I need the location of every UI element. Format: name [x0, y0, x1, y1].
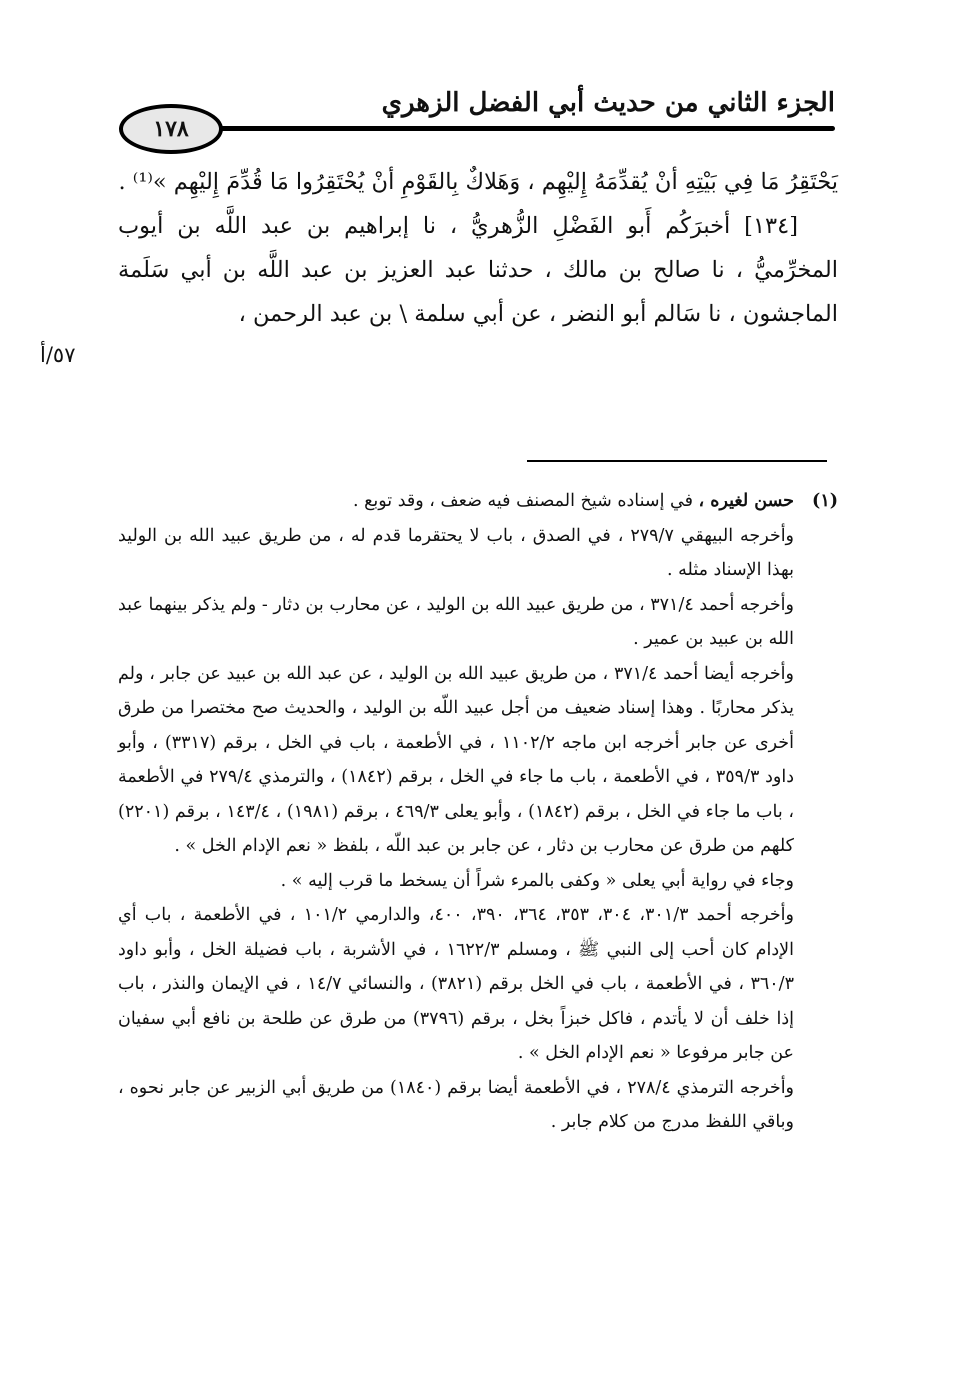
footnotes — [118, 484, 838, 1140]
footnote-paragraph-5: وأخرجه أحمد ٣٠١/٣، ٣٠٤، ٣٥٣، ٣٦٤، ٣٩٠، ٤٠٠، والدارمي ١٠١/٢ ، في الأطعمة ، باب أي الإدام كان أحب إلى النبي ﷺ ، ومسلم ١٦٢٢/٣ ، في الأشربة ، باب فضيلة الخل ، وأبو داود ٣٦٠/٣ ، في الأطعمة ، باب في الخل برقم (٣٨٢١) ، والنسائي ١٤/٧ ، في الإيمان والنذر ، باب إذا خلف أن لا يأتدم ، فاكل خبزاً بخل ، برقم (٣٧٩٦) من طرق عن طلحة بن نافع أبي سفيان عن جابر مرفوعا « نعم الإدام الخل » . — [118, 905, 795, 1063]
footnote-heading — [118, 484, 838, 519]
folio-margin-note: ٥٧/أ — [40, 343, 76, 367]
footnote-marker: (١) — [812, 491, 838, 511]
footnote-separator — [527, 460, 827, 462]
footnote-paragraph-2: وأخرجه أحمد ٣٧١/٤ ، من طريق عبيد الله بن الوليد ، عن محارب بن دثار - ولم يذكر بينهما عبد الله بن عبيد بن عمير . — [118, 594, 794, 649]
footnote-paragraph-3: وأخرجه أيضا أحمد ٣٧١/٤ ، من طريق عبيد الله بن الوليد ، عن عبد الله بن عبيد عن جابر ، ولم يذكر محاربًا . وهذا إسناد ضعيف من أجل عبيد اللّه بن الوليد ، والحديث صح مختصرا من طرق أخرى عن جابر أخرجه ابن ماجه ١١٠٢/٢ ، في الأطعمة ، باب في الخل ، برقم (٣٣١٧) ، وأبو داود ٣٥٩/٣ ، في الأطعمة ، باب ما جاء في الخل ، برقم (١٨٤٢) ، والترمذي ٢٧٩/٤ في الأطعمة ، باب ما جاء في الخل ، برقم (١٨٤٢) ، وأبو يعلى ٤٦٩/٣ ، برقم (١٩٨١) ، ١٤٣/٤ ، برقم (٢٢٠١) كلهم من طرق عن محارب بن دثار ، عن جابر بن عبد اللّه ، بلفظ « نعم الإدام الخل » . — [118, 663, 795, 856]
main-paragraph-2: [١٣٤] أخبرَكُم أَبو الفَضْلِ الزُّهريُّ ، نا إبراهيم بن عبد اللَّه بن أيوب المخرِّميُّ ، نا صالح بن مالك ، حدثنا عبد العزيز بن عبد اللَّه بن أبي سَلَمة الماجشون ، نا سَالم أبو النضر ، عن أبي سلمة \ بن عبد الرحمن ، — [118, 213, 838, 327]
footnote-paragraph-4: وجاء في رواية أبي يعلى « وكفى بالمرء شراً أن يسخط ما قرب إليه » . — [280, 870, 794, 891]
header-rule — [207, 126, 835, 131]
footnote-grade: حسن لغيره ، — [698, 491, 794, 511]
page-number-text: ١٧٨ — [153, 116, 189, 142]
page-number — [119, 104, 223, 154]
page-header — [115, 82, 835, 152]
footnote-paragraph-1: وأخرجه البيهقي ٢٧٩/٧ ، في الصدق ، باب لا يحتقرما قدم له ، من طريق عبيد الله بن الوليد بهذا الإسناد مثله . — [118, 525, 795, 580]
running-title: الجزء الثاني من حديث أبي الفضل الزهري — [381, 88, 835, 118]
footnote-grade-note: في إسناده شيخ المصنف فيه ضعف ، وقد توبع . — [352, 491, 693, 511]
main-paragraph-1: يَحْتَقِرُ مَا فِي بَيْتِهِ أنْ يُقدِّمَهُ إِليْهِم ، وَهَلاكٌ بِالقَوْمِ أنْ يُحْتَقِرُوا مَا قُدِّمَ إِليْهِم »⁽¹⁾ . — [118, 169, 838, 195]
main-text — [118, 160, 838, 336]
footnote-paragraph-6: وأخرجه الترمذي ٢٧٨/٤ ، في الأطعمة أيضا برقم (١٨٤٠) من طريق أبي الزبير عن جابر نحوه ، وباقي اللفظ مدرج من كلام جابر . — [118, 1077, 795, 1132]
